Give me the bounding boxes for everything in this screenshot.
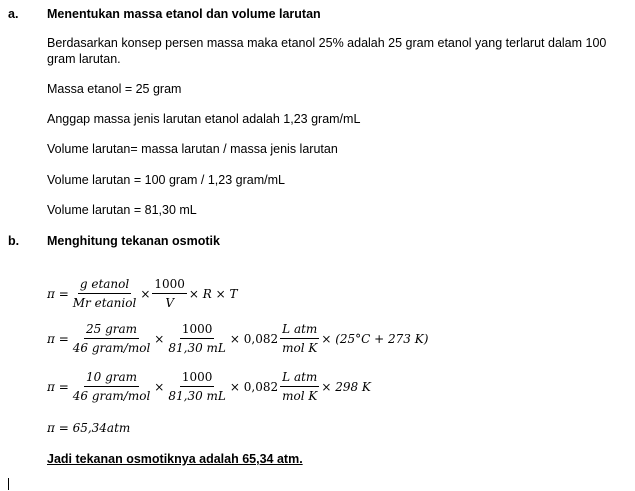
eq1-f1-numerator: g etanol bbox=[78, 276, 131, 294]
eq1-rest: × R × T bbox=[188, 286, 238, 301]
eq3-fraction-1 bbox=[71, 369, 153, 404]
eq3-lhs: π = bbox=[47, 379, 69, 394]
eq3-fraction-3 bbox=[280, 369, 319, 404]
section-a-marker: a. bbox=[8, 7, 19, 21]
eq1-times: × bbox=[140, 286, 151, 301]
eq2-f2-numerator: 1000 bbox=[180, 321, 215, 339]
eq3-f1-denominator: 46 gram/mol bbox=[72, 389, 151, 403]
eq3-f3-denominator: mol K bbox=[282, 389, 318, 403]
eq1-f2-denominator: V bbox=[165, 296, 174, 310]
eq3-f2-denominator: 81,30 mL bbox=[168, 389, 226, 403]
conclusion: Jadi tekanan osmotiknya adalah 65,34 atm. bbox=[47, 452, 303, 466]
eq2-rest: × (25°C + 273 K) bbox=[321, 331, 429, 346]
equation-2 bbox=[47, 321, 428, 356]
eq3-rest: × 298 K bbox=[321, 379, 371, 394]
massa-etanol-line: Massa etanol = 25 gram bbox=[47, 82, 182, 96]
eq2-f1-denominator: 46 gram/mol bbox=[72, 341, 151, 355]
section-a-paragraph-line-1: Berdasarkan konsep persen massa maka etanol 25% adalah 25 gram etanol yang terlarut dalam 100 bbox=[47, 36, 607, 50]
volume-formula-line: Volume larutan= massa larutan / massa jenis larutan bbox=[47, 142, 338, 156]
eq3-f3-numerator: L atm bbox=[280, 369, 319, 387]
eq2-f1-numerator: 25 gram bbox=[84, 321, 139, 339]
massa-jenis-line: Anggap massa jenis larutan etanol adalah 1,23 gram/mL bbox=[47, 112, 361, 126]
eq2-fraction-3 bbox=[280, 321, 319, 356]
eq2-mid: × 0,082 bbox=[229, 331, 279, 346]
eq2-times: × bbox=[154, 331, 165, 346]
volume-result-line: Volume larutan = 81,30 mL bbox=[47, 203, 197, 217]
eq1-lhs: π = bbox=[47, 286, 69, 301]
eq3-mid: × 0,082 bbox=[229, 379, 279, 394]
section-b-heading: Menghitung tekanan osmotik bbox=[47, 234, 220, 248]
volume-substitution-line: Volume larutan = 100 gram / 1,23 gram/mL bbox=[47, 173, 285, 187]
eq1-f2-numerator: 1000 bbox=[152, 276, 187, 294]
eq2-lhs: π = bbox=[47, 331, 69, 346]
text-cursor bbox=[8, 478, 9, 490]
section-a-paragraph-line-2: gram larutan. bbox=[47, 52, 121, 66]
eq1-f1-denominator: Mr etaniol bbox=[72, 296, 137, 310]
eq2-fraction-2 bbox=[166, 321, 228, 356]
eq3-f2-numerator: 1000 bbox=[180, 369, 215, 387]
equation-1 bbox=[47, 276, 238, 311]
equation-3 bbox=[47, 369, 371, 404]
eq3-fraction-2 bbox=[166, 369, 228, 404]
eq3-f1-numerator: 10 gram bbox=[84, 369, 139, 387]
eq1-fraction-2 bbox=[152, 276, 187, 311]
eq2-f3-numerator: L atm bbox=[280, 321, 319, 339]
equation-4: π = 65,34atm bbox=[47, 421, 131, 435]
eq1-fraction-1 bbox=[71, 276, 139, 311]
section-a-heading: Menentukan massa etanol dan volume larutan bbox=[47, 7, 321, 21]
eq2-f2-denominator: 81,30 mL bbox=[168, 341, 226, 355]
eq2-fraction-1 bbox=[71, 321, 153, 356]
eq3-times: × bbox=[154, 379, 165, 394]
section-b-marker: b. bbox=[8, 234, 20, 248]
eq2-f3-denominator: mol K bbox=[282, 341, 318, 355]
